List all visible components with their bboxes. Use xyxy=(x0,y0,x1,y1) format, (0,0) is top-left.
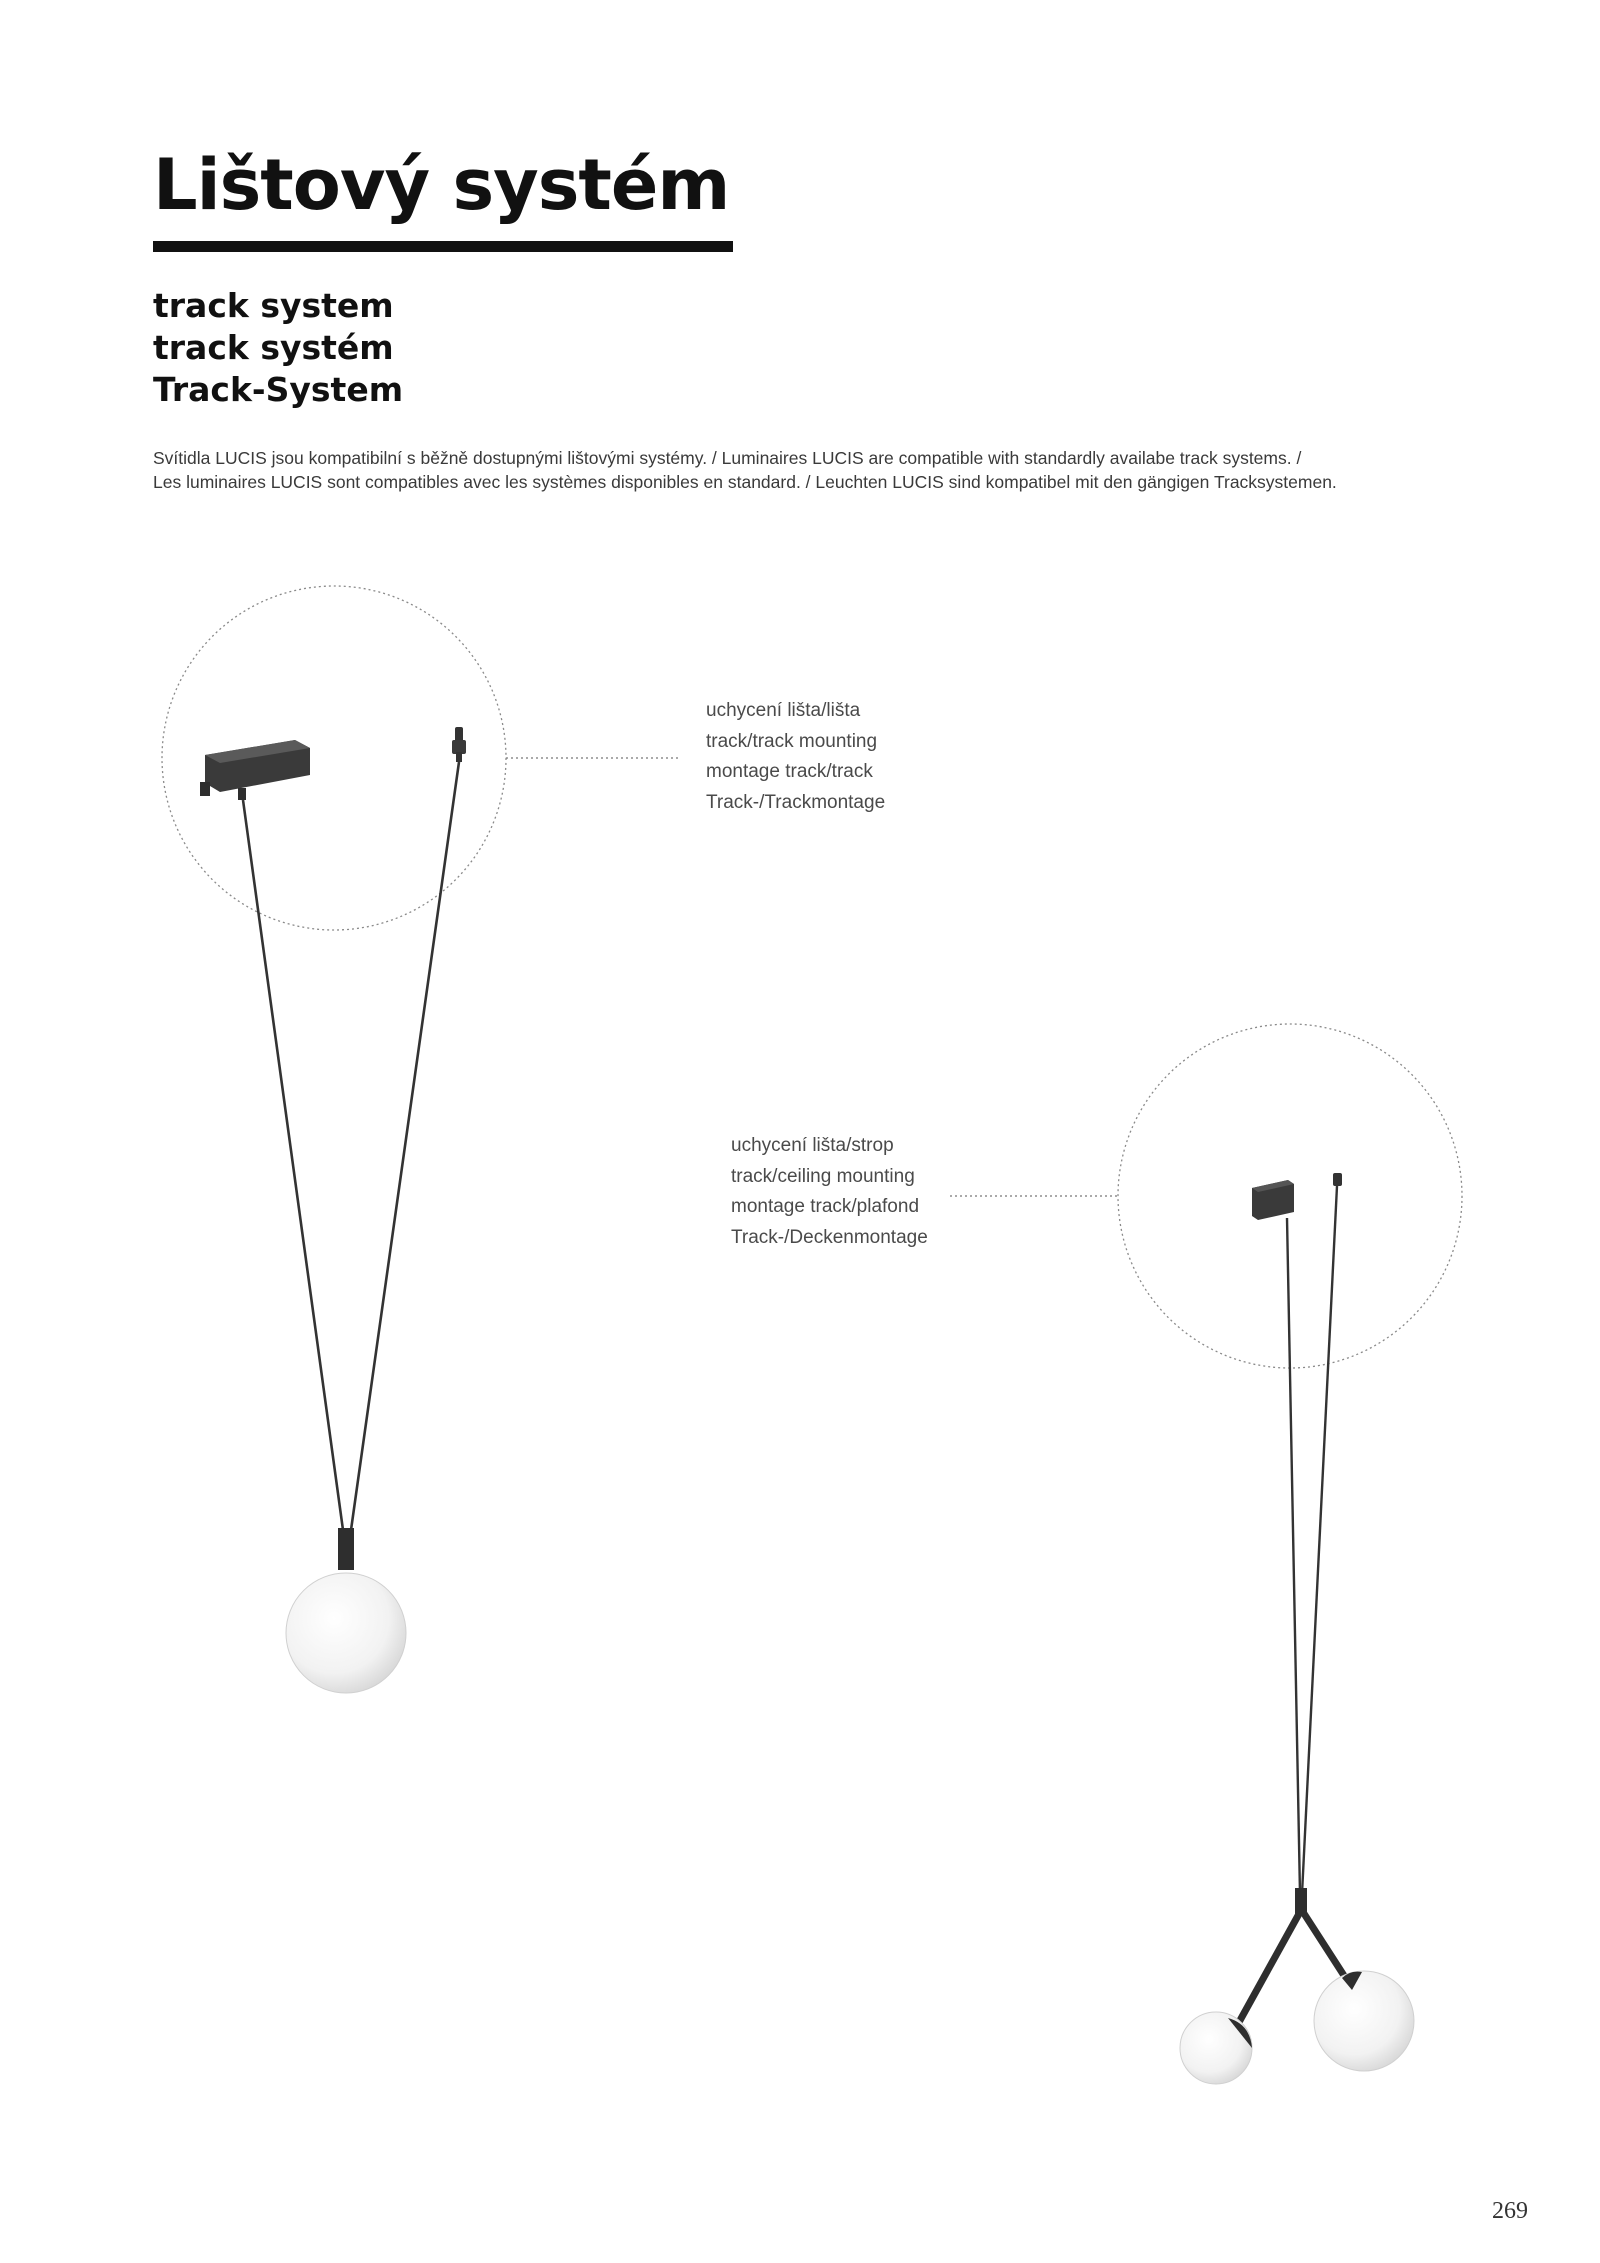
suspension-cable-2a xyxy=(1287,1218,1300,1894)
callout-2-line-1: uchycení lišta/strop xyxy=(731,1135,894,1156)
subtitle-de: Track-System xyxy=(153,370,404,409)
callout-track-track xyxy=(706,696,885,818)
callout-1-line-2: track/track mounting xyxy=(706,730,878,752)
track-adapter-2 xyxy=(1252,1180,1294,1220)
callout-1-line-3: montage track/track xyxy=(706,761,873,782)
intro-line-1: Svítidla LUCIS jsou kompatibilní s běžně dostupnými lištovými systémy. / Luminaires LUCIS are compatible with standardly availabe track systems. / xyxy=(153,448,1302,468)
suspension-cable-1b xyxy=(351,762,459,1530)
stem-1 xyxy=(338,1528,354,1570)
cable-connector-1 xyxy=(452,727,466,762)
track-adapter-1 xyxy=(200,740,310,800)
page-number: 269 xyxy=(1492,2198,1528,2224)
suspension-cable-2b xyxy=(1302,1186,1337,1894)
suspension-cable-1a xyxy=(243,800,343,1530)
callout-2-line-3: montage track/plafond xyxy=(731,1196,920,1217)
page-title: Lištový systém xyxy=(153,144,730,226)
pendant-fixture-2 xyxy=(950,1024,1462,2084)
subtitle-cz: track systém xyxy=(153,328,394,367)
subtitle-en: track system xyxy=(153,286,394,325)
pendant-fixture-1 xyxy=(162,586,678,1693)
glass-globe-2a xyxy=(1180,2012,1252,2084)
arm-left-2 xyxy=(1238,1912,1300,2024)
cable-connector-2 xyxy=(1333,1173,1342,1186)
callout-2-line-4: Track-/Deckenmontage xyxy=(731,1226,928,1248)
callout-1-line-1: uchycení lišta/lišta xyxy=(706,700,861,721)
callout-2-line-2: track/ceiling mounting xyxy=(731,1165,915,1187)
callout-track-ceiling xyxy=(731,1131,928,1253)
glass-globe-2b xyxy=(1314,1971,1414,2071)
split-hub-2 xyxy=(1295,1888,1307,1914)
glass-globe-1 xyxy=(286,1573,406,1693)
intro-line-2: Les luminaires LUCIS sont compatibles avec les systèmes disponibles en standard. / Leuchten LUCIS sind kompatibel mit den gängigen Tracksystemen. xyxy=(153,472,1337,492)
callout-1-line-4: Track-/Trackmontage xyxy=(706,791,886,813)
